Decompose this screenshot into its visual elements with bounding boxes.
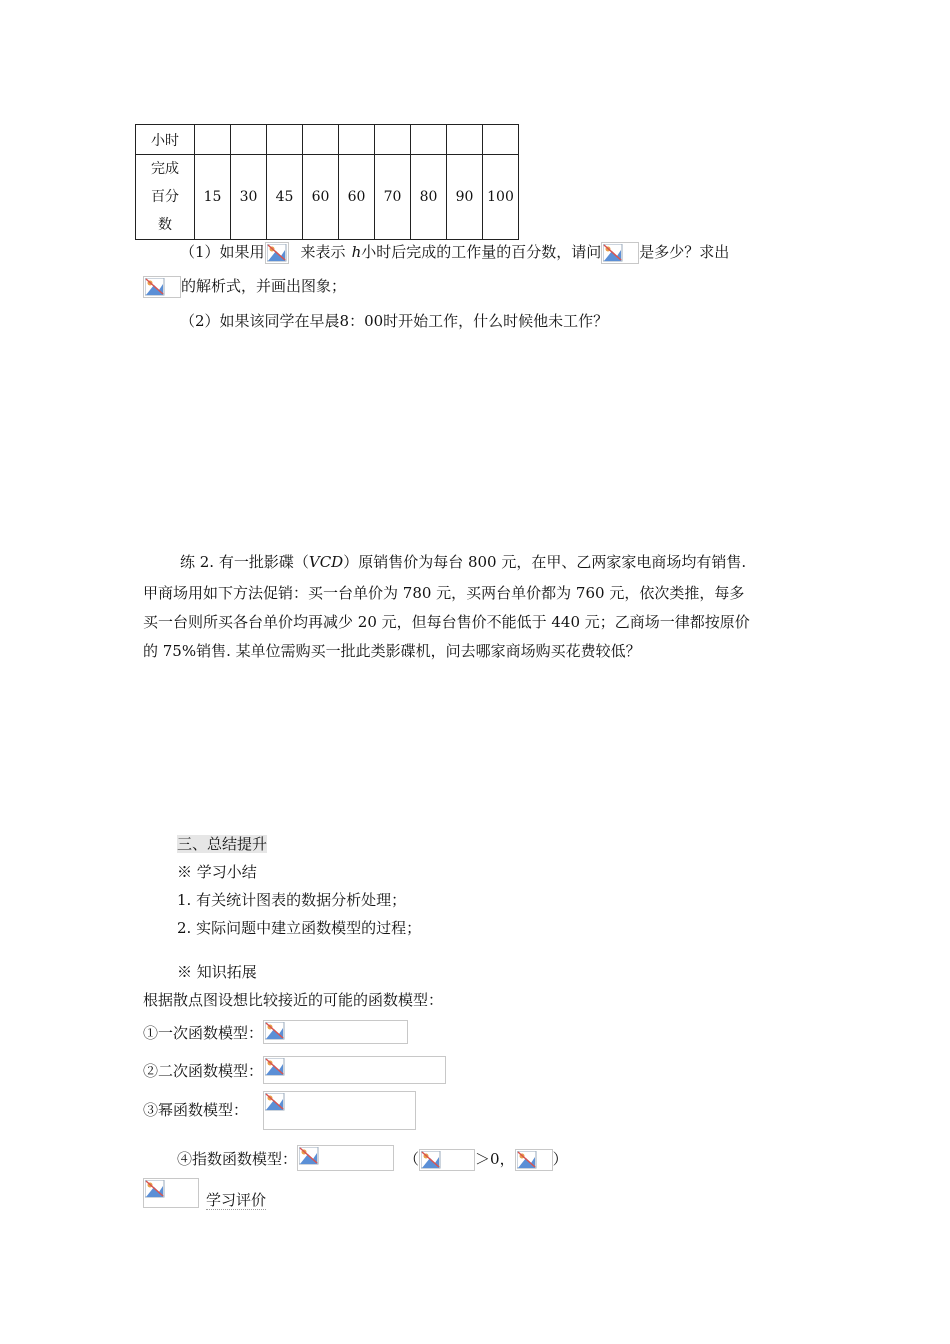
row-header-line: 数	[158, 217, 172, 233]
data-table	[135, 124, 519, 240]
exercise-2-line-4: 的 75%销售. 某单位需购买一批此类影碟机，问去哪家商场购买花费较低？	[143, 642, 641, 660]
table-cell: 45	[267, 155, 303, 240]
row-header-line: 完成	[151, 161, 179, 177]
question-text: 小时后完成的工作量的百分数，请问	[361, 243, 602, 261]
question-text: 的解析式，并画出图象；	[181, 277, 347, 295]
vcd-label: VCD	[308, 553, 344, 571]
table-cell: 100	[483, 155, 519, 240]
section-heading	[177, 834, 267, 854]
table-cell	[339, 125, 375, 155]
exercise-2-line-3: 买一台则所买各台单价均再减少 20 元，但每台售价不能低于 440 元；乙商场一律都按原价	[143, 613, 750, 631]
model-label: ②二次函数模型：	[143, 1062, 264, 1080]
evaluation-heading	[206, 1190, 266, 1210]
table-cell	[483, 125, 519, 155]
table-cell: 60	[339, 155, 375, 240]
section-heading-text: 三、总结提升	[177, 835, 268, 853]
model-label: ①一次函数模型：	[143, 1024, 264, 1042]
table-row	[136, 125, 519, 155]
broken-image-icon	[297, 1145, 394, 1171]
exercise-2-line-2: 甲商场用如下方法促销：买一台单价为 780 元，买两台单价都为 760 元，依次类推，每多	[143, 584, 745, 602]
table-cell	[411, 125, 447, 155]
condition-text: ＞0，	[475, 1150, 515, 1168]
question-2: （2）如果该同学在早晨8：00时开始工作，什么时候他未工作？	[180, 312, 609, 330]
question-text: 是多少？求出	[639, 243, 730, 261]
paren: ）	[552, 1150, 568, 1168]
question-text: （1）如果用	[180, 243, 265, 261]
broken-image-icon	[515, 1149, 553, 1171]
question-1-line-2	[143, 276, 346, 298]
study-summary-heading: ※ 学习小结	[177, 863, 257, 881]
broken-image-icon	[601, 242, 639, 264]
broken-image-icon	[143, 276, 181, 298]
model-label: ④指数函数模型：	[177, 1150, 298, 1168]
summary-item-2: 2. 实际问题中建立函数模型的过程；	[177, 919, 422, 937]
models-intro: 根据散点图设想比较接近的可能的函数模型：	[143, 991, 444, 1009]
broken-image-icon	[419, 1149, 475, 1171]
exercise-text: ）原销售价为每台 800 元，在甲、乙两家家电商场均有销售.	[343, 553, 747, 571]
model-4-line	[177, 1145, 568, 1171]
table-cell: 70	[375, 155, 411, 240]
row-header-percent	[136, 155, 195, 240]
table-cell: 15	[195, 155, 231, 240]
row-header-hours: 小时	[136, 125, 195, 155]
broken-image-icon	[265, 242, 289, 264]
table-row	[136, 155, 519, 240]
broken-image-icon	[143, 1178, 199, 1208]
table-cell: 80	[411, 155, 447, 240]
model-3-line	[143, 1100, 248, 1120]
model-label: ③幂函数模型：	[143, 1101, 249, 1119]
summary-item-1: 1. 有关统计图表的数据分析处理；	[177, 891, 407, 909]
paren: （	[404, 1150, 420, 1168]
broken-image-icon	[263, 1056, 446, 1084]
knowledge-heading: ※ 知识拓展	[177, 963, 257, 981]
table-cell	[375, 125, 411, 155]
table-cell: 60	[303, 155, 339, 240]
table-cell	[303, 125, 339, 155]
row-header-line: 百分	[151, 189, 179, 205]
table-cell	[231, 125, 267, 155]
table-cell	[267, 125, 303, 155]
table-cell: 90	[447, 155, 483, 240]
question-1-line-1	[180, 242, 729, 264]
table-cell	[195, 125, 231, 155]
table-cell: 30	[231, 155, 267, 240]
exercise-text: 练 2. 有一批影碟（	[180, 553, 309, 571]
variable-h: h	[351, 243, 362, 261]
exercise-2-line-1	[180, 552, 746, 572]
question-text: 来表示	[300, 243, 346, 261]
model-1-line	[143, 1020, 408, 1044]
evaluation-text: 学习评价	[206, 1191, 267, 1209]
broken-image-icon	[263, 1091, 416, 1130]
model-2-line	[143, 1056, 446, 1084]
broken-image-icon	[263, 1020, 408, 1044]
table-cell	[447, 125, 483, 155]
